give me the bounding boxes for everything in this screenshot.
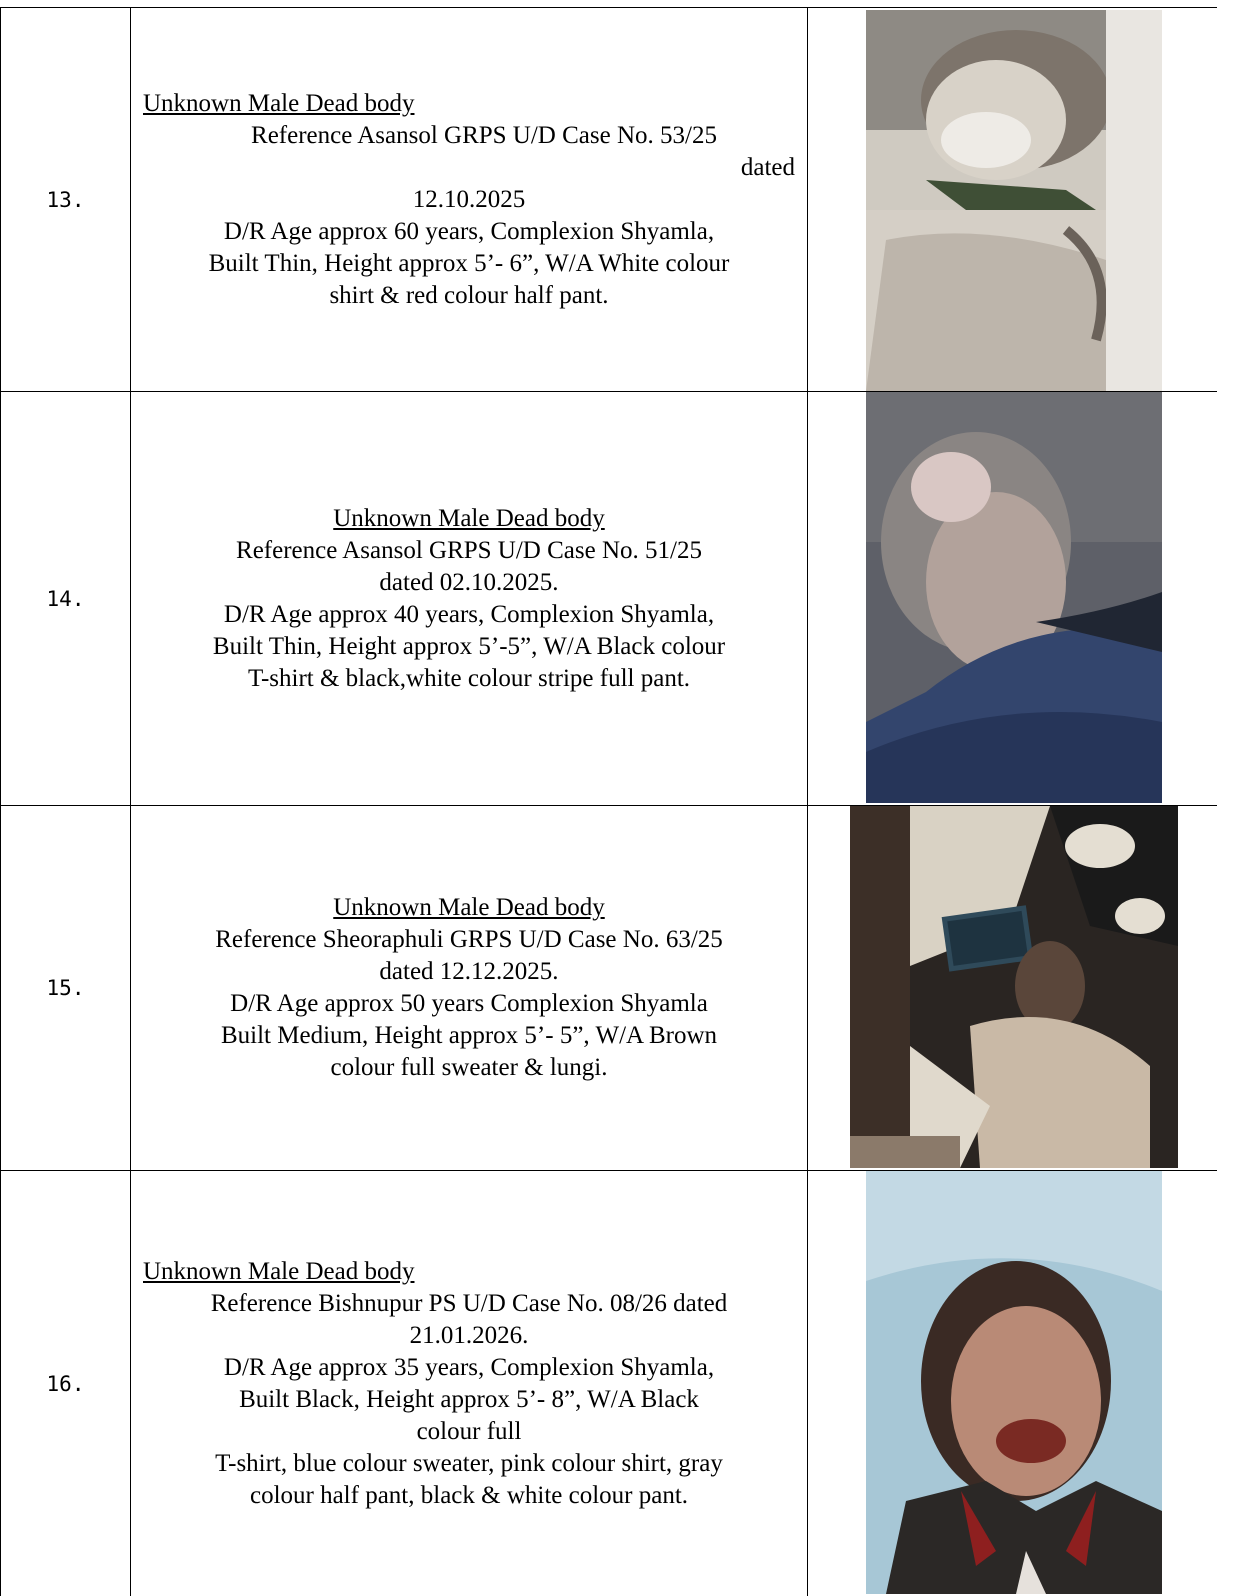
case-details-line: colour full sweater & lungi. bbox=[330, 1054, 608, 1081]
photo-case-15 bbox=[850, 806, 1178, 1168]
case-details-line: colour half pant, black & white colour pant. bbox=[249, 1481, 689, 1509]
unknown-bodies-table bbox=[0, 7, 1217, 1596]
table-row bbox=[0, 7, 1217, 391]
description-cell bbox=[131, 392, 808, 805]
case-date: 12.10.2025 bbox=[412, 185, 526, 213]
case-reference: Reference Sheoraphuli GRPS U/D Case No. 63/25 bbox=[215, 926, 723, 953]
case-details-line: shirt & red colour half pant. bbox=[329, 281, 609, 309]
case-date: dated 12.12.2025. bbox=[379, 958, 559, 985]
case-dated-word: dated bbox=[740, 153, 795, 181]
photo-cell bbox=[808, 806, 1217, 1170]
case-details-line: Built Thin, Height approx 5’- 6”, W/A White colour bbox=[208, 249, 730, 277]
case-reference: Reference Asansol GRPS U/D Case No. 53/25 bbox=[251, 121, 717, 149]
case-details-line: Built Thin, Height approx 5’-5”, W/A Black colour bbox=[212, 632, 726, 660]
case-details-line: D/R Age approx 60 years, Complexion Shyamla, bbox=[223, 217, 715, 245]
case-details-line: D/R Age approx 35 years, Complexion Shyamla, bbox=[223, 1353, 715, 1381]
photo-case-13 bbox=[866, 10, 1162, 391]
serial-number: 13. bbox=[0, 8, 131, 391]
photo-cell bbox=[808, 1171, 1217, 1596]
table-row bbox=[0, 391, 1217, 805]
case-details-line: T-shirt, blue colour sweater, pink colour shirt, gray bbox=[215, 1449, 723, 1477]
table-row bbox=[0, 1170, 1217, 1596]
case-details-line: T-shirt & black,white colour stripe full pant. bbox=[247, 664, 691, 692]
case-details-line: colour full bbox=[416, 1417, 522, 1445]
case-heading: Unknown Male Dead body bbox=[333, 504, 605, 532]
case-heading: Unknown Male Dead body bbox=[333, 894, 605, 921]
description-cell bbox=[131, 8, 808, 391]
photo-cell bbox=[808, 392, 1217, 805]
case-date: dated 02.10.2025. bbox=[379, 568, 559, 596]
serial-number: 14. bbox=[0, 392, 131, 805]
case-date: 21.01.2026. bbox=[409, 1321, 529, 1349]
serial-number: 15. bbox=[0, 806, 131, 1170]
description-cell bbox=[131, 1171, 808, 1596]
case-heading: Unknown Male Dead body bbox=[143, 1257, 415, 1285]
case-reference: Reference Bishnupur PS U/D Case No. 08/26 dated bbox=[210, 1289, 728, 1317]
serial-number: 16. bbox=[0, 1171, 131, 1596]
case-details-line: Built Medium, Height approx 5’- 5”, W/A Brown bbox=[220, 1022, 717, 1049]
case-details-line: Built Black, Height approx 5’- 8”, W/A Black bbox=[239, 1385, 699, 1413]
case-details-line: D/R Age approx 40 years, Complexion Shyamla, bbox=[223, 600, 715, 628]
photo-cell bbox=[808, 8, 1217, 391]
photo-case-16 bbox=[866, 1171, 1162, 1594]
case-reference: Reference Asansol GRPS U/D Case No. 51/25 bbox=[236, 536, 702, 564]
case-heading: Unknown Male Dead body bbox=[143, 89, 415, 117]
photo-case-14 bbox=[866, 392, 1162, 803]
table-row bbox=[0, 805, 1217, 1170]
description-cell bbox=[131, 806, 808, 1170]
case-details-line: D/R Age approx 50 years Complexion Shyamla bbox=[230, 990, 708, 1017]
